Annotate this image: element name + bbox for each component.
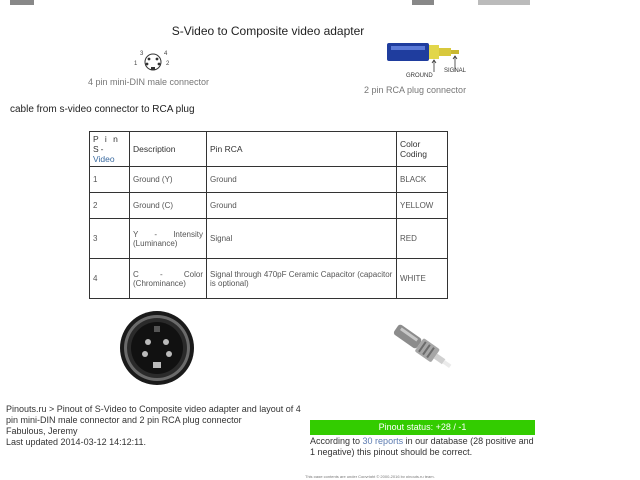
ground-label: GROUND — [406, 73, 433, 79]
rca-plug-photo — [388, 322, 460, 374]
header-description: Description — [130, 132, 207, 167]
svg-text:4: 4 — [164, 51, 168, 57]
header-pin-text: S- — [93, 144, 106, 154]
table-row — [90, 167, 448, 193]
status-text-suffix: in our database (28 positive and 1 negative) this pinout should be correct. — [310, 436, 534, 457]
cell-pin: 2 — [90, 193, 130, 219]
breadcrumb: Pinouts.ru > Pinout of S-Video to Composite video adapter and layout of 4 pin mini-DIN male connector and 2 pin RCA plug connector — [6, 404, 301, 425]
cell-description: Y - Intensity (Luminance) — [130, 219, 207, 259]
header-pin-rca: Pin RCA — [207, 132, 397, 167]
svideo-connector-photo — [117, 308, 197, 388]
pinout-table — [89, 131, 448, 299]
cell-rca: Signal through 470pF Ceramic Capacitor (capacitor is optional) — [207, 259, 397, 299]
author: Fabulous, Jeremy — [6, 426, 78, 436]
cell-pin: 4 — [90, 259, 130, 299]
cell-rca: Ground — [207, 193, 397, 219]
cell-pin: 3 — [90, 219, 130, 259]
mini-din-pinout-icon — [132, 48, 172, 78]
cell-description: Ground (C) — [130, 193, 207, 219]
signal-label: SIGNAL — [444, 68, 467, 74]
table-row — [90, 259, 448, 299]
table-row — [90, 193, 448, 219]
table-header-row — [90, 132, 448, 167]
table-row — [90, 219, 448, 259]
cell-description: Ground (Y) — [130, 167, 207, 193]
cell-pin: 1 — [90, 167, 130, 193]
top-logo-fragment — [478, 0, 530, 5]
copyright-fine-print: This page contents are under Copyright © 2000-2016 by pinouts.ru team. — [305, 474, 435, 478]
svg-text:3: 3 — [140, 51, 144, 57]
header-pin-svideo — [90, 132, 130, 167]
top-logo-fragment — [10, 0, 34, 5]
status-text-prefix: According to — [310, 436, 361, 446]
section-label: cable from s-video connector to RCA plug — [10, 104, 195, 115]
cell-color: YELLOW — [397, 193, 448, 219]
header-pin-text: Video — [93, 154, 115, 164]
cell-rca: Signal — [207, 219, 397, 259]
page-title: S-Video to Composite video adapter — [171, 24, 365, 38]
cell-color: RED — [397, 219, 448, 259]
cell-color: BLACK — [397, 167, 448, 193]
header-color-coding: Color Coding — [397, 132, 448, 167]
cell-color: WHITE — [397, 259, 448, 299]
status-text — [310, 436, 535, 458]
svg-text:1: 1 — [134, 61, 138, 67]
svg-text:2: 2 — [166, 61, 170, 67]
header-pin-text: P i n — [93, 134, 120, 144]
top-strip — [0, 0, 640, 8]
top-logo-fragment — [412, 0, 434, 5]
pinout-status-bar: Pinout status: +28 / -1 — [310, 420, 535, 435]
rca-caption: 2 pin RCA plug connector — [364, 85, 467, 95]
mini-din-caption: 4 pin mini-DIN male connector — [88, 77, 210, 87]
cell-rca: Ground — [207, 167, 397, 193]
footer-info — [6, 404, 302, 448]
reports-link[interactable]: 30 reports — [362, 436, 404, 446]
cell-description: C - Color (Chrominance) — [130, 259, 207, 299]
last-updated: Last updated 2014-03-12 14:12:11. — [6, 437, 146, 447]
